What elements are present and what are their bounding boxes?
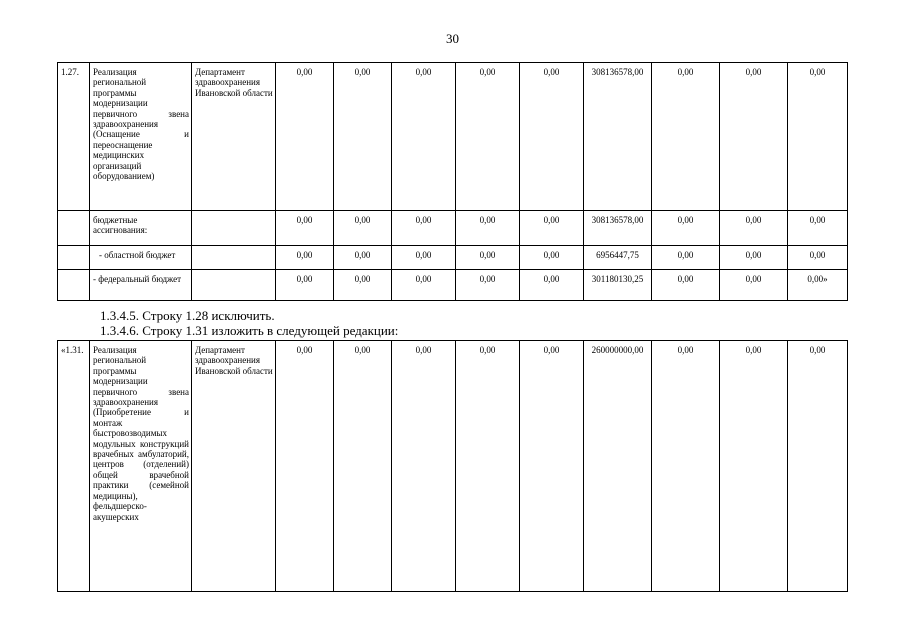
value-cell: 0,00 [720, 270, 788, 301]
responsible-department: Департамент здравоохранения Ивановской области [192, 341, 276, 592]
department-empty [192, 270, 276, 301]
value-cell: 0,00 [520, 341, 584, 592]
value-cell: 0,00 [720, 246, 788, 270]
value-cell: 0,00 [788, 211, 848, 246]
department-empty [192, 211, 276, 246]
value-cell: 0,00 [652, 246, 720, 270]
value-cell: 0,00 [392, 211, 456, 246]
value-cell: 6956447,75 [584, 246, 652, 270]
value-cell: 0,00 [276, 270, 334, 301]
table-row [58, 211, 848, 246]
value-cell: 0,00 [788, 63, 848, 211]
value-cell: 0,00 [520, 270, 584, 301]
program-table-row-1-31 [57, 340, 848, 592]
value-cell: 0,00 [652, 270, 720, 301]
value-cell: 0,00 [456, 341, 520, 592]
value-cell: 0,00 [520, 246, 584, 270]
budget-label: бюджетные ассигнования: [90, 211, 192, 246]
federal-budget-label: - федеральный бюджет [90, 270, 192, 301]
value-cell: 0,00 [334, 63, 392, 211]
value-cell: 0,00 [334, 211, 392, 246]
value-cell: 0,00 [652, 341, 720, 592]
activity-description: Реализация региональной программы модернизации первичного звена здравоохранения (Оснащение и переоснащение медицинских организаций оборудованием) [90, 63, 192, 211]
value-cell: 0,00 [456, 63, 520, 211]
value-cell: 0,00 [392, 341, 456, 592]
responsible-department: Департамент здравоохранения Ивановской области [192, 63, 276, 211]
instruction-replace-row: 1.3.4.6. Строку 1.31 изложить в следующей редакции: [100, 323, 399, 338]
department-empty [192, 246, 276, 270]
value-cell: 0,00 [392, 270, 456, 301]
value-cell: 0,00 [276, 341, 334, 592]
value-cell: 0,00 [520, 63, 584, 211]
row-number: 1.27. [58, 63, 90, 211]
activity-description: Реализация региональной программы модернизации первичного звена здравоохранения (Приобретение и монтаж быстровозводимых модульных конструкций врачебных амбулаторий, центров (отделений) общей врачебной практики (семейной медицины), фельдшерско-акушерских [90, 341, 192, 592]
row-number-empty [58, 246, 90, 270]
value-cell: 301180130,25 [584, 270, 652, 301]
value-cell: 0,00 [334, 341, 392, 592]
value-cell: 0,00 [392, 246, 456, 270]
value-cell: 0,00 [456, 211, 520, 246]
table-row [58, 63, 848, 211]
program-table-row-1-27 [57, 62, 848, 301]
value-cell: 0,00 [652, 211, 720, 246]
value-cell: 0,00 [788, 246, 848, 270]
value-cell: 0,00 [276, 63, 334, 211]
value-cell: 0,00» [788, 270, 848, 301]
value-cell: 308136578,00 [584, 211, 652, 246]
value-cell: 0,00 [720, 341, 788, 592]
row-number-empty [58, 270, 90, 301]
row-number: «1.31. [58, 341, 90, 592]
value-cell: 0,00 [788, 341, 848, 592]
instruction-exclude-row: 1.3.4.5. Строку 1.28 исключить. [100, 308, 275, 323]
value-cell: 0,00 [334, 246, 392, 270]
value-cell: 0,00 [652, 63, 720, 211]
value-cell: 0,00 [720, 211, 788, 246]
page-number: 30 [446, 31, 459, 46]
value-cell: 0,00 [276, 246, 334, 270]
regional-budget-label: - областной бюджет [90, 246, 192, 270]
value-cell: 0,00 [520, 211, 584, 246]
value-cell: 308136578,00 [584, 63, 652, 211]
value-cell: 0,00 [720, 63, 788, 211]
value-cell: 0,00 [392, 63, 456, 211]
row-number-empty [58, 211, 90, 246]
value-cell: 0,00 [334, 270, 392, 301]
table-row [58, 270, 848, 301]
value-cell: 260000000,00 [584, 341, 652, 592]
table-row [58, 246, 848, 270]
table-row [58, 341, 848, 592]
value-cell: 0,00 [456, 270, 520, 301]
value-cell: 0,00 [276, 211, 334, 246]
value-cell: 0,00 [456, 246, 520, 270]
